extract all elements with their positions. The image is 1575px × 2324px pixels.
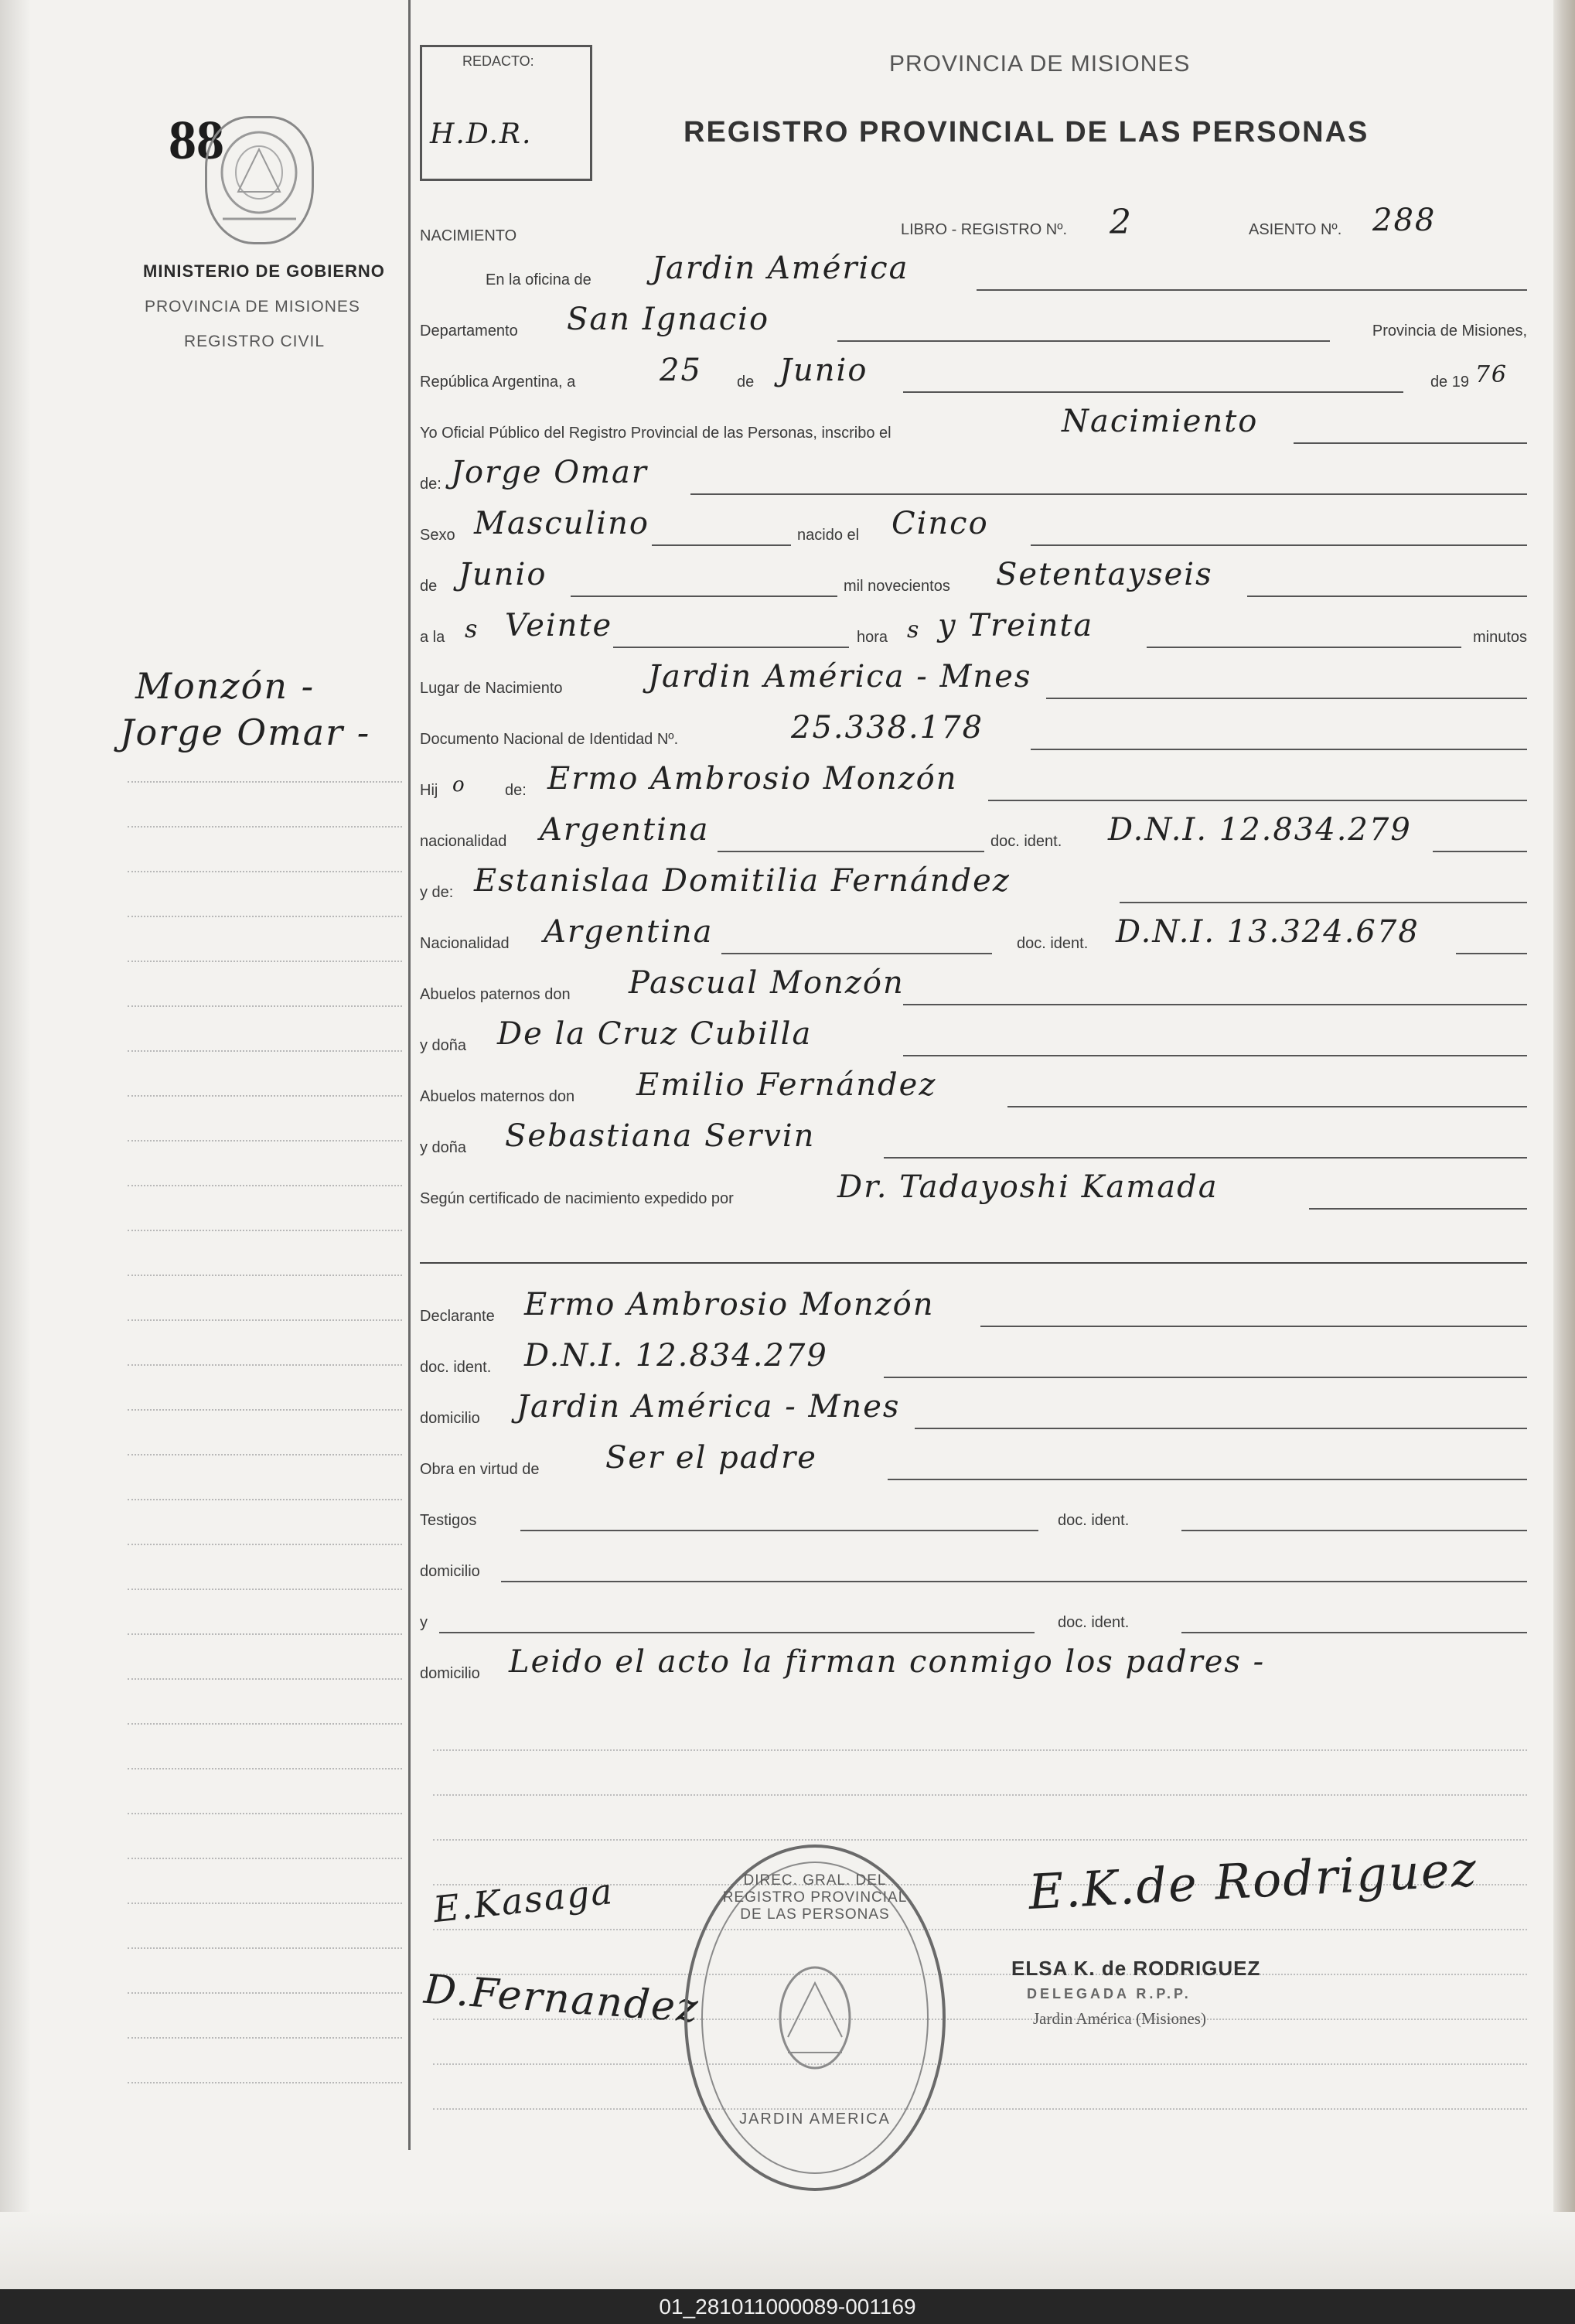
field-mes-nacimiento: [420, 554, 1527, 603]
domicilio-value: Jardin América - Mnes: [516, 1389, 901, 1425]
page-bottom: [0, 2212, 1575, 2289]
margin-dotted-line: [128, 2082, 402, 2083]
official-role: DELEGADA R.P.P.: [1027, 1986, 1191, 2002]
field-nombre: [420, 452, 1527, 501]
margin-dotted-line: [128, 1813, 402, 1814]
margin-dotted-line: [128, 1005, 402, 1007]
doc2-value: D.N.I. 13.324.678: [1116, 914, 1420, 950]
doc-t2-label: doc. ident.: [1058, 1614, 1130, 1631]
margin-dotted-line: [128, 1275, 402, 1276]
field-testigo2: [420, 1590, 1527, 1640]
margin-dotted-line: [128, 1589, 402, 1590]
margin-dotted-line: [128, 1319, 402, 1321]
docdecl-label: doc. ident.: [420, 1359, 492, 1376]
margin-dotted-line: [128, 871, 402, 872]
field-domicilio: [420, 1386, 1527, 1435]
margin-dotted-line: [128, 1992, 402, 1994]
abpat-don-value: Pascual Monzón: [629, 965, 905, 1001]
fecha-de-label: de: [737, 374, 755, 391]
margin-dotted-line: [128, 1185, 402, 1186]
nac1-value: Argentina: [540, 812, 710, 848]
fecha-dia: 25: [660, 353, 702, 388]
obra-label: Obra en virtud de: [420, 1461, 540, 1478]
margin-dotted-line: [128, 1364, 402, 1366]
margin-dotted-line: [128, 1454, 402, 1455]
margin-dotted-line: [128, 1858, 402, 1859]
yde-label: y de:: [420, 884, 454, 901]
page-edge: [1553, 0, 1575, 2289]
blank-ruled-line: [433, 1839, 1527, 1841]
minutos-value: y Treinta: [938, 608, 1094, 643]
field-lugar: [420, 656, 1527, 705]
margin-dotted-line: [128, 1409, 402, 1411]
seal-text: DIREC. GRAL. DEL REGISTRO PROVINCIAL DE LAS PERSONAS: [722, 1872, 908, 1923]
mes-nac-value: Junio: [459, 557, 547, 592]
dom-t2-label: domicilio: [420, 1665, 480, 1682]
departamento-value: San Ignacio: [567, 302, 770, 337]
official-name: ELSA K. de RODRIGUEZ: [1011, 1957, 1261, 1980]
provincia-label: Provincia de Misiones,: [1372, 322, 1527, 340]
dni-value: 25.338.178: [791, 710, 984, 746]
declarante-label: Declarante: [420, 1308, 495, 1325]
abmat-dona-value: Sebastiana Servin: [505, 1118, 816, 1154]
de2-label: de: [420, 578, 438, 595]
field-abuelos-paternos: [420, 962, 1527, 1012]
margin-dotted-line: [128, 916, 402, 917]
blank-ruled-line: [433, 1929, 1527, 1930]
sexo-value: Masculino: [474, 506, 649, 541]
field-nacionalidad-padre: [420, 809, 1527, 858]
libro-label: LIBRO - REGISTRO Nº.: [901, 221, 1068, 238]
redacto-initials: H.D.R.: [430, 118, 533, 150]
leido-text: Leido el acto la firman conmigo los padres -: [509, 1644, 1266, 1680]
redacto-label: REDACTO:: [462, 53, 534, 69]
field-doc-declarante: [420, 1335, 1527, 1384]
doc1-value: D.N.I. 12.834.279: [1108, 812, 1412, 848]
mil-label: mil novecientos: [844, 578, 950, 595]
province-name: PROVINCIA DE MISIONES: [145, 298, 360, 316]
margin-dotted-line: [128, 1095, 402, 1097]
alas-label: a la: [420, 629, 445, 646]
asiento-label: ASIENTO Nº.: [1249, 221, 1342, 238]
field-abuelos-maternos: [420, 1064, 1527, 1114]
record-type: NACIMIENTO: [420, 227, 517, 244]
ministry-name: MINISTERIO DE GOBIERNO: [143, 261, 385, 281]
field-fecha: [420, 350, 1527, 399]
signature-2: D.Fernandez: [422, 1966, 701, 2032]
anio-nac-value: Setentayseis: [996, 557, 1213, 592]
margin-note-name: Jorge Omar -: [120, 712, 371, 753]
nac2-label: Nacionalidad: [420, 935, 510, 952]
hora-value: Veinte: [505, 608, 613, 643]
hijo-label: Hij: [420, 782, 438, 799]
dona1-label: y doña: [420, 1037, 467, 1054]
hora-label: hora: [857, 629, 888, 646]
fecha-anio: 76: [1474, 361, 1508, 388]
blank-ruled-line: [433, 1749, 1527, 1751]
blank-ruled-line: [433, 1974, 1527, 1975]
image-id-footer: 01_281011000089-001169: [0, 2289, 1575, 2324]
margin-dotted-line: [128, 2037, 402, 2039]
abpat-dona-value: De la Cruz Cubilla: [497, 1016, 813, 1052]
oficial-label: Yo Oficial Público del Registro Provincial de las Personas, inscribo el: [420, 425, 891, 442]
doc-t1-label: doc. ident.: [1058, 1512, 1130, 1529]
nac1-label: nacionalidad: [420, 833, 507, 850]
abmat-label: Abuelos maternos don: [420, 1088, 575, 1105]
nac2-value: Argentina: [544, 914, 714, 950]
libro-value: 2: [1110, 203, 1133, 242]
fecha-mes: Junio: [779, 353, 868, 388]
testigos-label: Testigos: [420, 1512, 477, 1529]
registry-name: REGISTRO CIVIL: [184, 333, 326, 350]
lugar-label: Lugar de Nacimiento: [420, 680, 563, 697]
field-departamento: [420, 299, 1527, 348]
seal-place: JARDIN AMERICA: [739, 2111, 891, 2128]
oficina-label: En la oficina de: [486, 271, 591, 288]
asiento-value: 288: [1372, 203, 1437, 238]
nacido-value: Cinco: [891, 506, 989, 541]
field-inscribo: [420, 401, 1527, 450]
province-crest-icon: [205, 116, 314, 244]
field-abuela-paterna: [420, 1013, 1527, 1063]
de-label: de:: [420, 476, 441, 493]
margin-dotted-line: [128, 826, 402, 828]
field-madre: [420, 860, 1527, 909]
lugar-value: Jardin América - Mnes: [648, 659, 1032, 694]
docdecl-value: D.N.I. 12.834.279: [524, 1338, 828, 1374]
margin-dotted-line: [128, 961, 402, 962]
blank-ruled-line: [433, 1794, 1527, 1796]
dona2-label: y doña: [420, 1139, 467, 1156]
document-title: REGISTRO PROVINCIAL DE LAS PERSONAS: [684, 116, 1369, 148]
section-divider: [420, 1262, 1527, 1264]
margin-dotted-line: [128, 1947, 402, 1949]
padre-value: Ermo Ambrosio Monzón: [547, 761, 958, 797]
redacto-box: [420, 45, 592, 181]
republica-label: República Argentina, a: [420, 374, 576, 391]
declarante-value: Ermo Ambrosio Monzón: [524, 1287, 935, 1322]
margin-dotted-line: [128, 1544, 402, 1545]
margin-dotted-line: [128, 1633, 402, 1635]
field-hora: [420, 605, 1527, 654]
alas-suffix: s: [465, 614, 479, 643]
anio-label: de 19: [1430, 374, 1469, 391]
field-padre: [420, 758, 1527, 807]
official-signature: E.K.de Rodriguez: [1027, 1840, 1479, 1921]
dni-label: Documento Nacional de Identidad Nº.: [420, 731, 679, 748]
field-domicilio-t1: [420, 1539, 1527, 1589]
cert-label: Según certificado de nacimiento expedido por: [420, 1190, 734, 1207]
blank-ruled-line: [433, 2063, 1527, 2065]
province-heading: PROVINCIA DE MISIONES: [889, 51, 1191, 77]
oficina-value: Jardin América: [652, 251, 909, 286]
dom-t1-label: domicilio: [420, 1563, 480, 1580]
margin-dotted-line: [128, 1499, 402, 1500]
minutos-label: minutos: [1472, 629, 1527, 646]
inscribo-value: Nacimiento: [1062, 404, 1259, 439]
field-oficina: [420, 247, 1527, 297]
margin-dotted-line: [128, 1723, 402, 1725]
nombre-value: Jorge Omar: [451, 455, 648, 490]
round-seal: [684, 1845, 946, 2191]
margin-dotted-line: [128, 1050, 402, 1052]
doc2-label: doc. ident.: [1017, 935, 1089, 952]
field-declarante: [420, 1284, 1527, 1333]
margin-dotted-line: [128, 1678, 402, 1680]
margin-dotted-line: [128, 781, 402, 783]
field-testigos: [420, 1488, 1527, 1537]
field-obra: [420, 1437, 1527, 1486]
sexo-label: Sexo: [420, 527, 455, 544]
hijo-de-label: de:: [505, 782, 527, 799]
madre-value: Estanislaa Domitilia Fernández: [474, 863, 1011, 899]
margin-dotted-line: [128, 1140, 402, 1142]
folio-number: 88: [169, 109, 224, 171]
signature-1: E.Kasaga: [431, 1869, 616, 1931]
official-place: Jardin América (Misiones): [1033, 2009, 1206, 2028]
y-label: y: [420, 1614, 428, 1631]
field-nacionalidad-madre: [420, 911, 1527, 961]
nacido-label: nacido el: [797, 527, 860, 544]
abmat-don-value: Emilio Fernández: [636, 1067, 937, 1103]
departamento-label: Departamento: [420, 322, 518, 340]
hijo-suffix: o: [452, 773, 466, 797]
cert-value: Dr. Tadayoshi Kamada: [837, 1169, 1219, 1205]
field-sexo: [420, 503, 1527, 552]
field-dni: [420, 707, 1527, 756]
margin-dotted-line: [128, 1768, 402, 1769]
field-certificado: [420, 1166, 1527, 1216]
margin-rule: [408, 0, 411, 2150]
hora-suffix: s: [907, 616, 921, 643]
margin-dotted-line: [128, 1903, 402, 1904]
blank-ruled-line: [433, 2108, 1527, 2110]
field-abuela-materna: [420, 1115, 1527, 1165]
doc1-label: doc. ident.: [990, 833, 1062, 850]
field-leido: [420, 1641, 1527, 1691]
obra-value: Ser el padre: [605, 1440, 817, 1476]
margin-dotted-line: [128, 1230, 402, 1231]
margin-note-surname: Monzón -: [135, 665, 315, 707]
domicilio-label: domicilio: [420, 1410, 480, 1427]
abpat-label: Abuelos paternos don: [420, 986, 571, 1003]
